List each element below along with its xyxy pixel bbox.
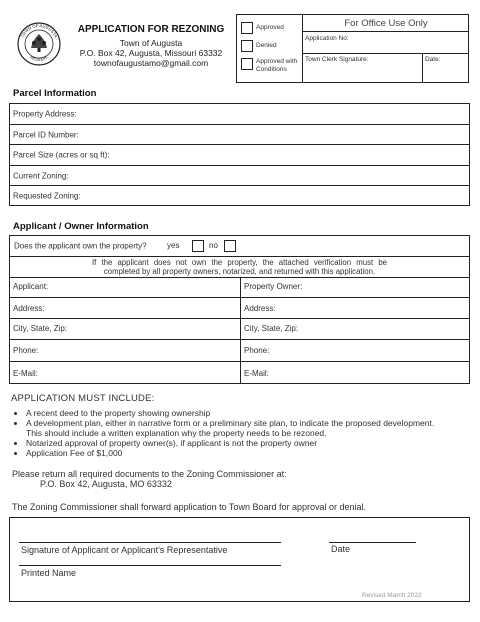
owner-no-checkbox[interactable] (224, 240, 236, 252)
seal-emblem-icon (17, 22, 61, 66)
requirement-item: • A recent deed to the property showing ownership (26, 408, 452, 418)
town-email[interactable]: townofaugustamo@gmail.com (93, 58, 209, 68)
town-seal (17, 22, 61, 66)
date-line[interactable] (329, 542, 416, 543)
applicant-name-row (10, 278, 469, 298)
approved-with-conditions-checkbox[interactable] (241, 58, 253, 70)
address-row (10, 298, 469, 319)
signature-box (9, 517, 470, 602)
owner-city-field[interactable]: City, State, Zip: (244, 324, 299, 333)
parcel-heading: Parcel Information (13, 88, 97, 99)
parcel-size-field[interactable]: Parcel Size (acres or sq ft): (10, 145, 469, 166)
denied-checkbox[interactable] (241, 40, 253, 52)
town-name: Town of Augusta (119, 38, 183, 48)
town-address: P.O. Box 42, Augusta, Missouri 63332 (79, 48, 223, 58)
office-use-title: For Office Use Only (344, 18, 428, 29)
form-title: APPLICATION FOR REZONING (77, 24, 225, 35)
office-date-field[interactable]: Date: (425, 56, 441, 63)
signature-label: Signature of Applicant or Applicant's Representative (21, 545, 228, 555)
applicant-table (9, 235, 470, 384)
signature-line[interactable] (19, 542, 281, 543)
parcel-id-field[interactable]: Parcel ID Number: (10, 125, 469, 145)
current-zoning-field[interactable]: Current Zoning: (10, 166, 469, 186)
owner-phone-field[interactable]: Phone: (244, 346, 270, 355)
revised-date: Revised March 2022 (362, 592, 422, 599)
header-block (66, 24, 236, 68)
requested-zoning-field[interactable]: Requested Zoning: (13, 191, 81, 201)
property-address-field[interactable]: Property Address: (10, 104, 469, 125)
owner-yes-checkbox[interactable] (192, 240, 204, 252)
requirement-item: • A development plan, either in narrative form or a preliminary site plan, to indicate the proposed development. This should include a written explanation why the property needs to be rezoned. (26, 418, 452, 438)
owner-email-field[interactable]: E-Mail: (244, 369, 269, 378)
return-address-line: P.O. Box 42, Augusta, MO 63332 (40, 479, 172, 489)
date-label: Date (331, 544, 351, 554)
approved-checkbox[interactable] (241, 22, 253, 34)
applicant-email-field[interactable]: E-Mail: (13, 369, 38, 378)
requirement-item: • Notarized approval of property owner(s), if applicant is not the property owner (26, 438, 452, 448)
forward-note: The Zoning Commissioner shall forward application to Town Board for approval or denial. (12, 502, 367, 512)
ownership-question-row (10, 236, 469, 257)
clerk-signature-field[interactable]: Town Clerk Signature: (305, 56, 369, 63)
verification-note-line1: If the applicant does not own the property, the attached verification must be (91, 258, 388, 267)
svg-text:MISSOURI (29, 54, 48, 62)
seal-bottom-text: MISSOURI (29, 54, 49, 63)
no-label: no (209, 241, 218, 250)
seal-top-text: TOWN OF AUGUSTA (19, 22, 59, 39)
approved-with-conditions-label: Approved with Conditions (256, 58, 298, 73)
yes-label: yes (167, 241, 180, 250)
office-use-box (236, 14, 469, 83)
applicant-heading: Applicant / Owner Information (13, 221, 149, 232)
owner-address-field[interactable]: Address: (244, 304, 276, 313)
applicant-city-field[interactable]: City, State, Zip: (13, 324, 68, 333)
application-number-field[interactable]: Application No: (305, 35, 349, 42)
printed-name-line[interactable] (19, 565, 281, 566)
property-owner-field[interactable]: Property Owner: (244, 282, 303, 291)
verification-note-line2: completed by all property owners, notarized, and returned with this application. (103, 266, 376, 276)
applicant-name-field[interactable]: Applicant: (13, 282, 49, 291)
requirements-heading: APPLICATION MUST INCLUDE: (11, 393, 155, 404)
requirements-list (12, 408, 452, 458)
printed-name-label: Printed Name (21, 568, 77, 578)
city-row (10, 319, 469, 340)
parcel-table (9, 103, 470, 206)
applicant-phone-field[interactable]: Phone: (13, 346, 39, 355)
phone-row (10, 340, 469, 362)
requirement-item: • Application Fee of $1,000 (26, 448, 452, 458)
ownership-question: Does the applicant own the property? (14, 241, 147, 251)
denied-label: Denied (256, 42, 277, 49)
return-instructions-line: Please return all required documents to the Zoning Commissioner at: (12, 469, 287, 479)
applicant-address-field[interactable]: Address: (13, 304, 45, 313)
approved-label: Approved (256, 24, 284, 31)
verification-note-row (10, 257, 469, 278)
